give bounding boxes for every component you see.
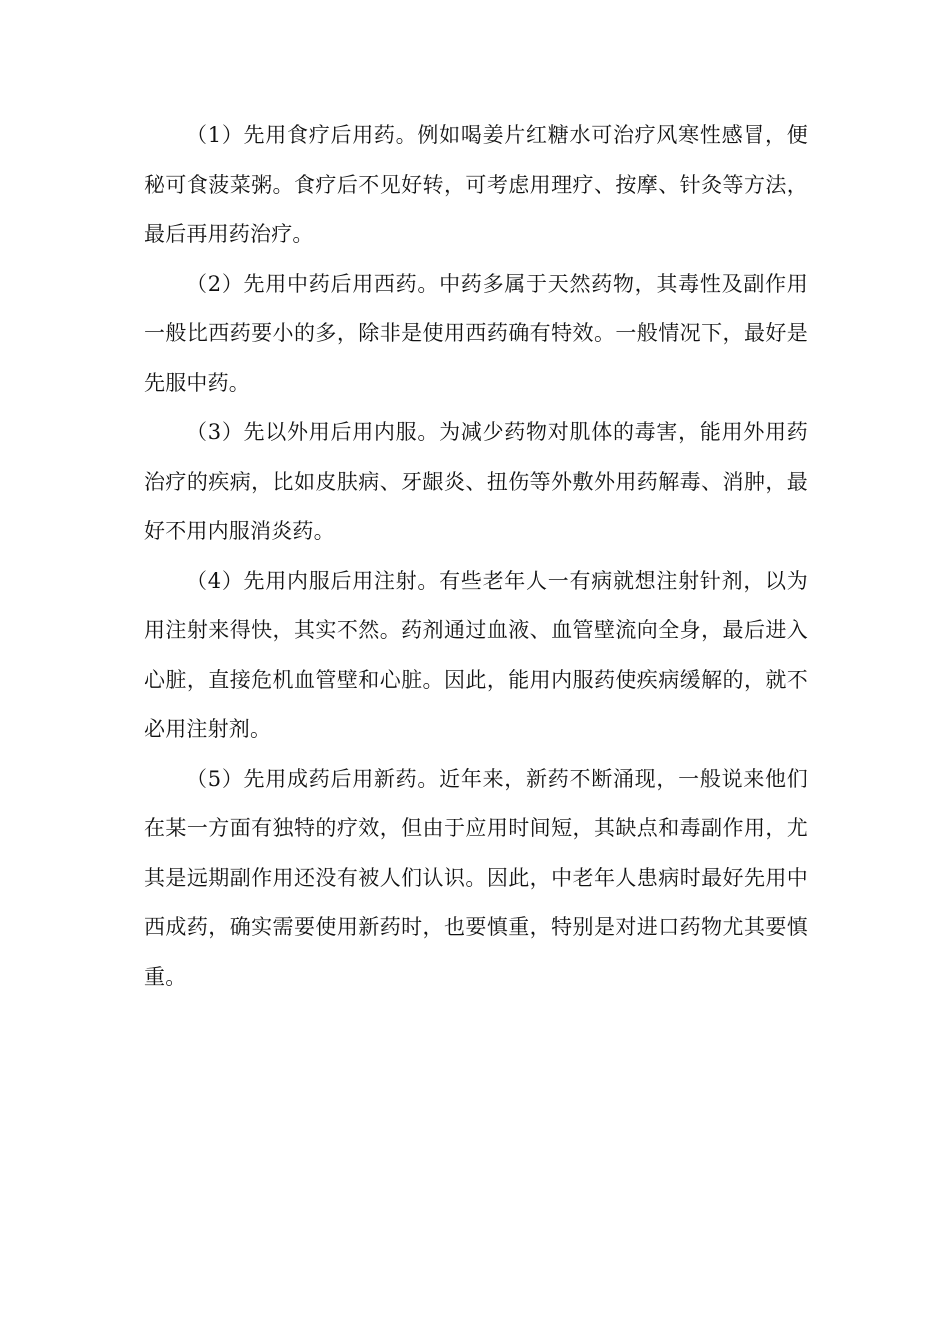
paragraph-2: （2）先用中药后用西药。中药多属于天然药物，其毒性及副作用一般比西药要小的多，除非是使用西药确有特效。一般情况下，最好是先服中药。 (144, 271, 808, 395)
paragraph-1: （1）先用食疗后用药。例如喝姜片红糖水可治疗风寒性感冒，便秘可食菠菜粥。食疗后不见好转，可考虑用理疗、按摩、针灸等方法，最后再用药治疗。 (144, 123, 808, 246)
paragraph-3: （3）先以外用后用内服。为减少药物对肌体的毒害，能用外用药治疗的疾病，比如皮肤病、牙龈炎、扭伤等外敷外用药解毒、消肿，最好不用内服消炎药。 (144, 420, 808, 543)
paragraph-5: （5）先用成药后用新药。近年来，新药不断涌现，一般说来他们在某一方面有独特的疗效，但由于应用时间短，其缺点和毒副作用，尤其是远期副作用还没有被人们认识。因此，中老年人患病时最好先用中西成药，确实需要使用新药时，也要慎重，特别是对进口药物尤其要慎重。 (144, 766, 808, 989)
paragraph-4: （4）先用内服后用注射。有些老年人一有病就想注射针剂，以为用注射来得快，其实不然。药剂通过血液、血管壁流向全身，最后进入心脏，直接危机血管壁和心脏。因此，能用内服药使疾病缓解的，就不必用注射剂。 (144, 568, 808, 741)
document-body (144, 111, 808, 1002)
